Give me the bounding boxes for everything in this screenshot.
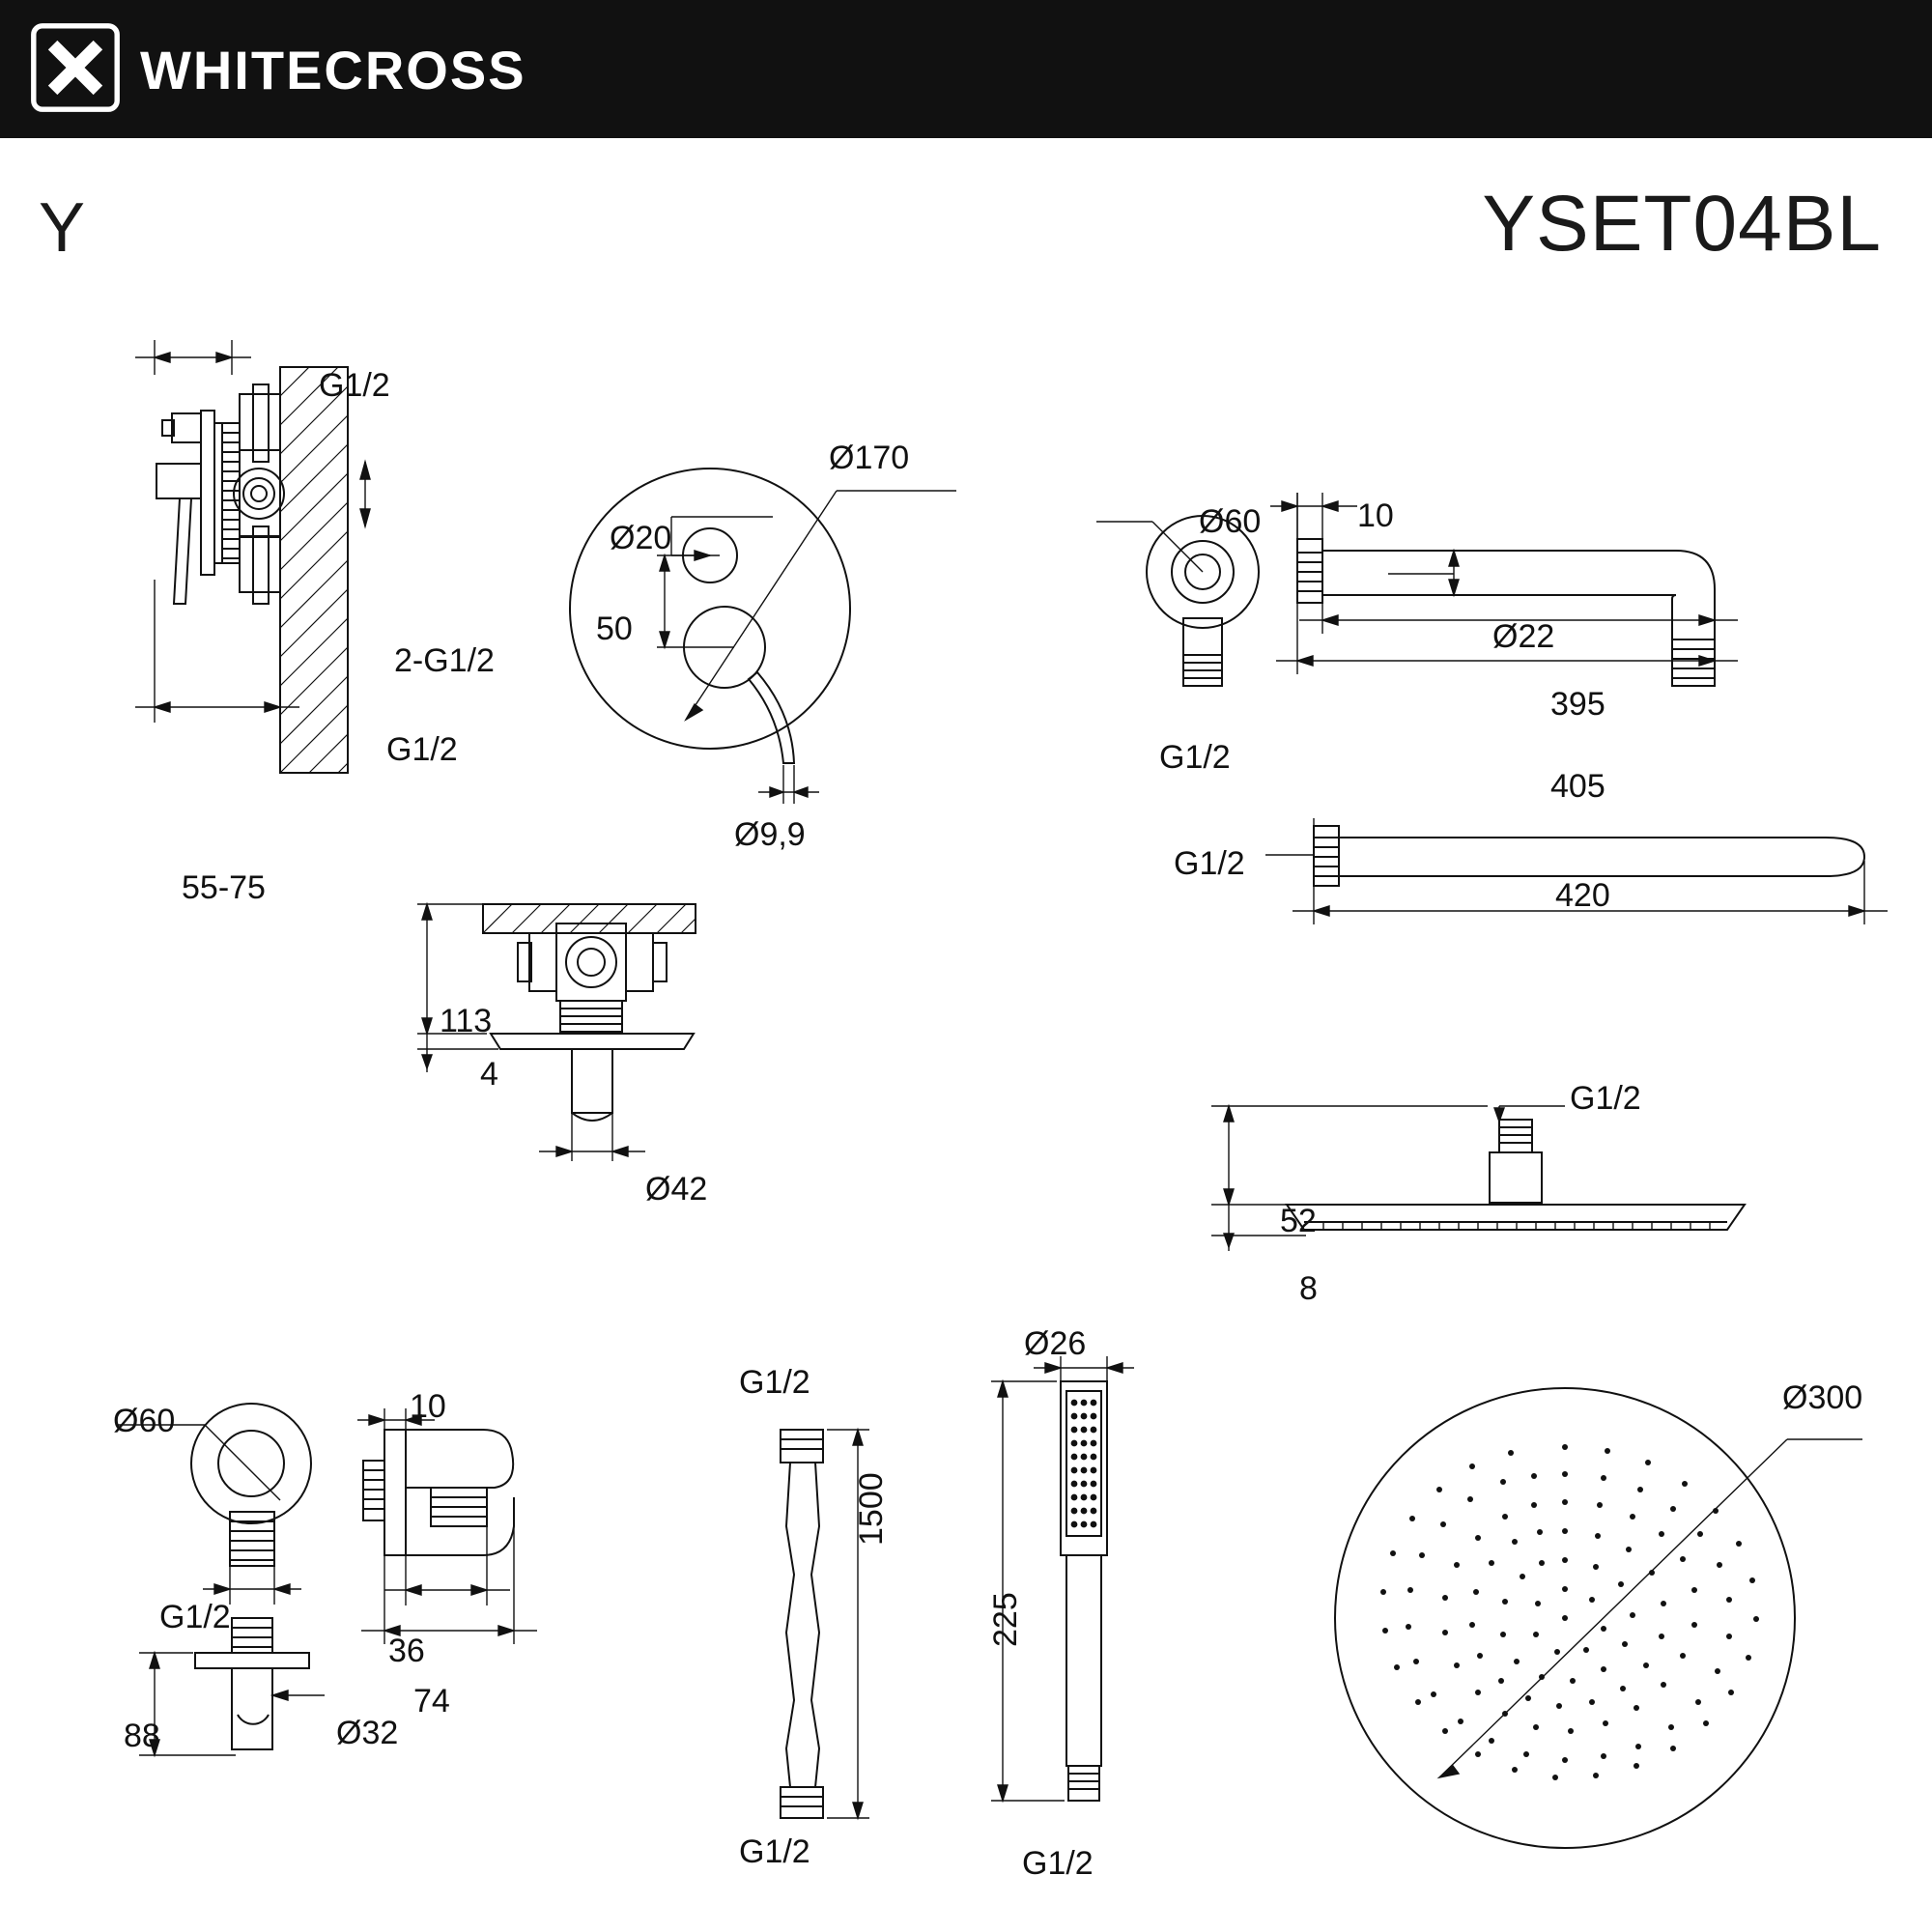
- dim-label-d26: Ø26: [1024, 1325, 1087, 1362]
- dim-225: [991, 1381, 1065, 1801]
- mixer-body: [156, 384, 284, 604]
- mixer-lever: [749, 672, 794, 763]
- dim-label-g12-bottom: G1/2: [386, 731, 458, 768]
- rain-shower-head-bottom-view: [1333, 1352, 1874, 1893]
- dim-label-d20: Ø20: [610, 520, 672, 556]
- mixer-top-section-view: [464, 898, 792, 1217]
- leader-g12-head: [1494, 1106, 1565, 1125]
- dim-label-1500: 1500: [853, 1472, 890, 1546]
- outlet-flange-inner: [218, 1431, 284, 1496]
- dim-label-g12-wand: G1/2: [1022, 1845, 1094, 1882]
- dim-d99: [758, 765, 819, 804]
- dim-label-225: 225: [987, 1592, 1024, 1647]
- dim-label-52: 52: [1280, 1203, 1317, 1239]
- dim-label-d170: Ø170: [829, 440, 910, 476]
- dim-label-d42: Ø42: [645, 1171, 708, 1208]
- rain-shower-head-side-view: [1246, 1116, 1845, 1290]
- rain-head-side-body: [1287, 1120, 1745, 1230]
- dim-label-36: 36: [388, 1633, 425, 1669]
- dim-label-395: 395: [1550, 686, 1605, 723]
- dim-label-d60-outlet: Ø60: [113, 1403, 176, 1439]
- dim-52: [1211, 1106, 1488, 1205]
- wall-hatch-top: [483, 904, 696, 933]
- leader-d20: [671, 517, 773, 560]
- leader-d300: [1439, 1439, 1862, 1777]
- dim-50: [657, 555, 734, 647]
- arm-body: [1297, 539, 1715, 686]
- dim-label-420: 420: [1555, 877, 1610, 914]
- hand-shower-wand-view: [1024, 1352, 1198, 1835]
- outlet-body: [195, 1618, 309, 1749]
- header-bar: [0, 0, 1932, 138]
- dim-2-g12: [360, 462, 370, 526]
- x-cross-logo-icon: [32, 24, 119, 111]
- dim-label-2-g12: 2-G1/2: [394, 642, 495, 679]
- dim-label-g12-hose-bottom: G1/2: [739, 1833, 810, 1870]
- dim-label-10-holder: 10: [410, 1388, 446, 1425]
- hand-shower-holder-view: [338, 1391, 609, 1671]
- dim-label-g12-arm: G1/2: [1159, 739, 1231, 776]
- dim-36: [384, 1526, 510, 1605]
- wall-hatch: [280, 367, 348, 773]
- outlet-thread-stub: [230, 1512, 274, 1566]
- mixer-top-body: [491, 923, 694, 1121]
- dim-10-arm: [1270, 493, 1357, 541]
- dim-label-10-arm: 10: [1357, 497, 1394, 534]
- dim-d22: [1388, 551, 1459, 595]
- model-number: YSET04BL: [1482, 180, 1882, 268]
- dim-label-88: 88: [124, 1718, 160, 1754]
- dim-label-d300: Ø300: [1782, 1379, 1863, 1416]
- dim-label-8: 8: [1299, 1270, 1318, 1307]
- dim-top-g12: [135, 340, 251, 375]
- dim-label-50: 50: [596, 611, 633, 647]
- dim-label-g12-hose-top: G1/2: [739, 1364, 810, 1401]
- hose-body: [781, 1430, 823, 1818]
- brand-name: WHITECROSS: [140, 40, 526, 100]
- dim-label-d22: Ø22: [1492, 618, 1555, 655]
- dim-55-75: [135, 580, 299, 723]
- wand-body: [1061, 1381, 1107, 1801]
- dim-label-g12-head: G1/2: [1570, 1080, 1641, 1117]
- series-label: Y: [39, 189, 86, 267]
- dim-label-4: 4: [480, 1056, 498, 1093]
- dim-label-d32: Ø32: [336, 1715, 399, 1751]
- dim-label-g12-top: G1/2: [319, 367, 390, 404]
- leader-d170: [686, 491, 956, 720]
- holder-body: [363, 1430, 514, 1555]
- dim-label-g12-outlet: G1/2: [159, 1599, 231, 1635]
- dim-label-d99: Ø9,9: [734, 816, 806, 853]
- leader-d32: [272, 1690, 325, 1700]
- dim-label-d60-arm: Ø60: [1199, 503, 1262, 540]
- outlet-flange-circle: [191, 1404, 311, 1523]
- dim-label-405: 405: [1550, 768, 1605, 805]
- dim-label-depth: 55-75: [182, 869, 266, 906]
- dim-label-74: 74: [413, 1683, 450, 1719]
- nozzle-dots: [1380, 1444, 1759, 1780]
- dim-label-113: 113: [440, 1003, 493, 1039]
- dim-label-g12-straight: G1/2: [1174, 845, 1245, 882]
